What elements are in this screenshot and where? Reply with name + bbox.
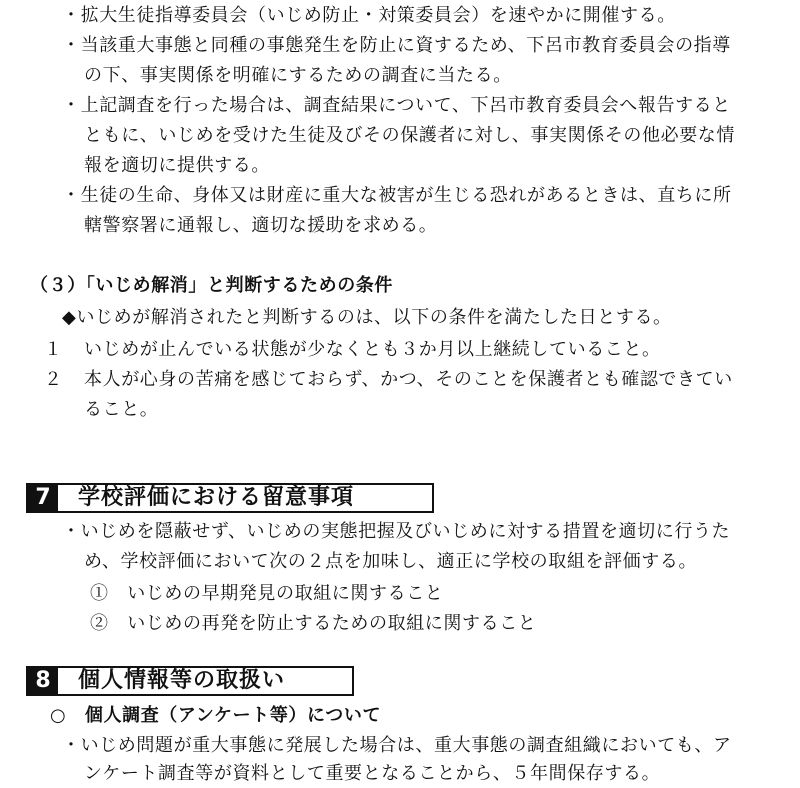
bullet-line: ・いじめ問題が重大事態に発展した場合は、重大事態の調査組織においても、ア [62, 735, 732, 756]
list-item: ② いじめの再発を防止するための取組に関すること [90, 613, 537, 634]
bullet-line-continuation: ともに、いじめを受けた生徒及びその保護者に対し、事実関係その他必要な情 [84, 125, 735, 146]
condition-intro: ◆いじめが解消されたと判断するのは、以下の条件を満たした日とする。 [62, 307, 672, 328]
bullet-line-continuation: め、学校評価において次の２点を加味し、適正に学校の取組を評価する。 [84, 551, 698, 572]
subsection-heading: ○ 個人調査（アンケート等）について [50, 705, 382, 726]
bullet-line: ・当該重大事態と同種の事態発生を防止に資するため、下呂市教育委員会の指導 [62, 35, 731, 56]
list-item-continuation: ること。 [84, 399, 159, 420]
list-number: ２ [44, 369, 63, 390]
bullet-line-continuation: ンケート調査等が資料として重要となることから、５年間保存する。 [84, 763, 661, 784]
section-title: 学校評価における留意事項 [78, 485, 355, 510]
bullet-line-continuation: 轄警察署に通報し、適切な援助を求める。 [84, 215, 438, 236]
section-number: 8 [28, 668, 58, 694]
bullet-line: ・上記調査を行った場合は、調査結果について、下呂市教育委員会へ報告すると [62, 95, 731, 116]
section-heading-7 [26, 483, 434, 513]
bullet-line: ・拡大生徒指導委員会（いじめ防止・対策委員会）を速やかに開催する。 [62, 5, 676, 26]
section-number: 7 [28, 485, 58, 511]
section-title: 個人情報等の取扱い [78, 668, 286, 693]
list-number: １ [44, 339, 63, 360]
subsection-heading: （３）「いじめ解消」と判断するための条件 [30, 275, 393, 296]
bullet-line: ・生徒の生命、身体又は財産に重大な被害が生じる恐れがあるときは、直ちに所 [62, 185, 732, 206]
bullet-line-continuation: の下、事実関係を明確にするための調査に当たる。 [84, 65, 512, 86]
list-item: いじめが止んでいる状態が少なくとも３か月以上継続していること。 [84, 339, 661, 360]
list-item: ① いじめの早期発見の取組に関すること [90, 583, 444, 604]
bullet-line: ・いじめを隠蔽せず、いじめの実態把握及びいじめに対する措置を適切に行うた [62, 521, 731, 542]
bullet-line-continuation: 報を適切に提供する。 [84, 155, 270, 176]
section-heading-8 [26, 666, 354, 696]
list-item: 本人が心身の苦痛を感じておらず、かつ、そのことを保護者とも確認できてい [84, 369, 733, 390]
